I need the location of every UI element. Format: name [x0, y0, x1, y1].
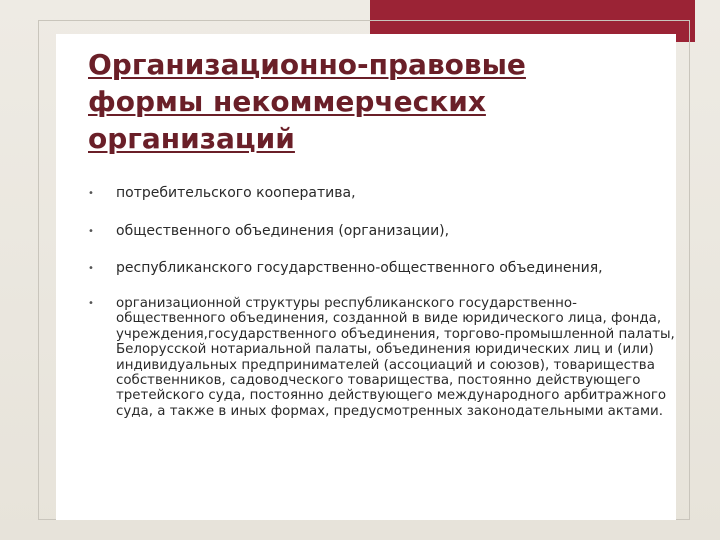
slide-title: Организационно-правовые формы некоммерческих организаций	[88, 48, 526, 155]
list-item	[88, 186, 680, 201]
list-item-text: республиканского государственно-общественного объединения,	[116, 260, 603, 276]
list-item-text: потребительского кооператива,	[116, 185, 356, 201]
bullet-list	[88, 186, 680, 419]
list-item-text: организационной структуры республиканского государственно-общественного объединения, созданной в виде юридического лица, фонда, учреждения,государственного объединения, торгово-промышленной палаты, Белорусской нотариальной палаты, объединения юридических лиц и (или) индивидуальных предпринимателей (ассоциаций и союзов), товарищества собственников, садоводческого товарищества, постоянно действующего третейского суда, постоянно действующего международного арбитражного суда, а также в иных формах, предусмотренных законодательными актами.	[116, 296, 675, 419]
list-item-text: общественного объединения (организации),	[116, 223, 450, 239]
bullet-icon: •	[88, 298, 94, 309]
bullet-icon: •	[88, 188, 94, 199]
bullet-icon: •	[88, 263, 94, 274]
list-item	[88, 261, 680, 276]
list-item	[88, 296, 680, 419]
list-item	[88, 224, 680, 239]
bullet-icon: •	[88, 226, 94, 237]
